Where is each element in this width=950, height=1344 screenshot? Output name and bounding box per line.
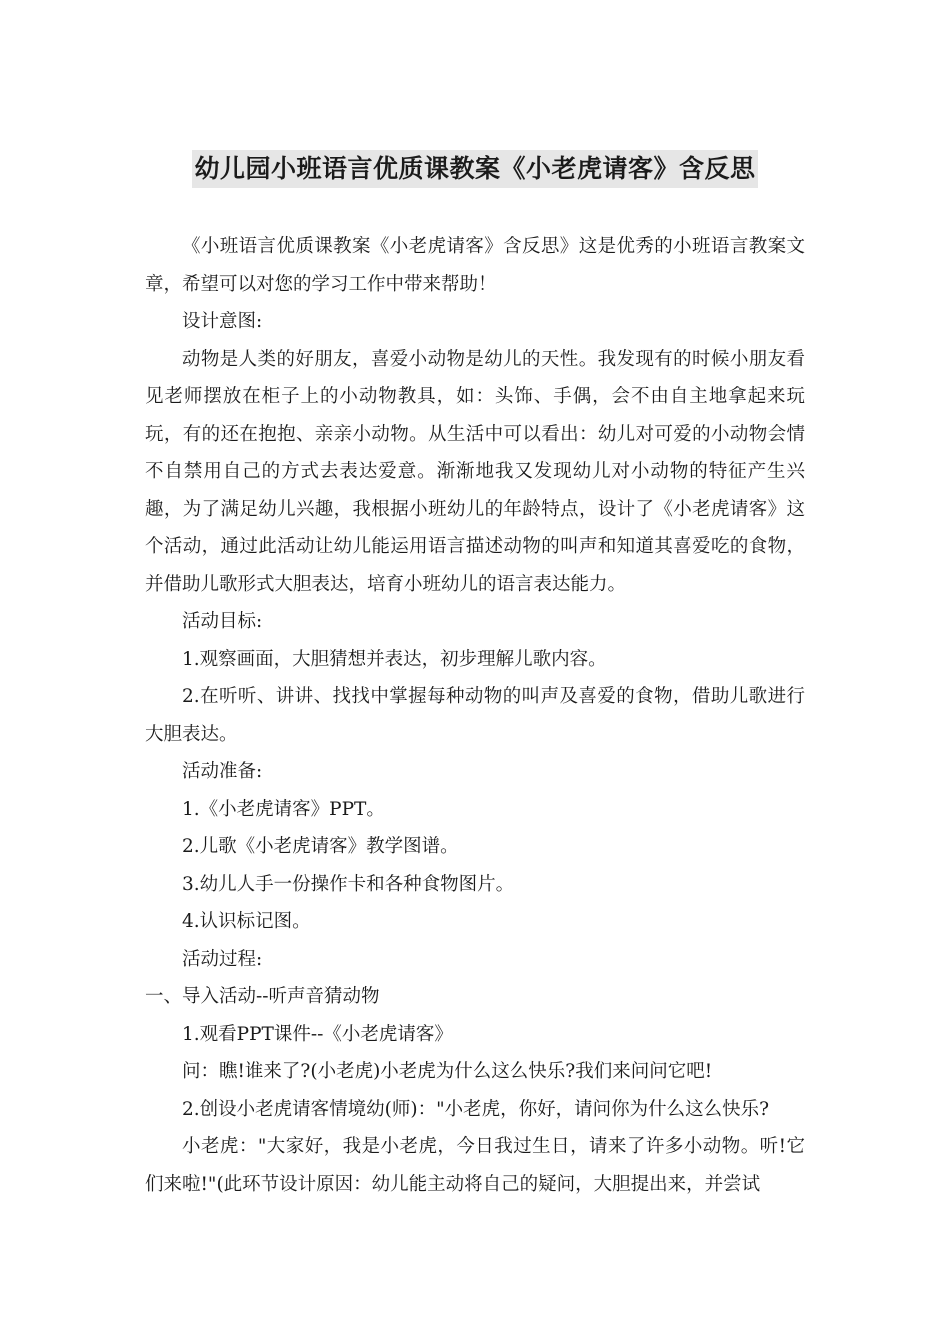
preparation-item-3: 3.幼儿人手一份操作卡和各种食物图片。 [182, 873, 515, 895]
document-body [145, 228, 805, 1203]
tiger-dialogue-paragraph: 小老虎："大家好，我是小老虎，今日我过生日，请来了许多小动物。听!它们来啦!"(此环节设计原因：幼儿能主动将自己的疑问，大胆提出来，并尝试 [145, 1136, 805, 1195]
goal-item-2: 2.在听听、讲讲、找找中掌握每种动物的叫声及喜爱的食物，借助儿歌进行大胆表达。 [145, 686, 805, 745]
process-step-heading-1: 一、导入活动--听声音猜动物 [145, 986, 380, 1007]
preparation-item-2: 2.儿歌《小老虎请客》教学图谱。 [182, 836, 459, 857]
intro-paragraph: 《小班语言优质课教案《小老虎请客》含反思》这是优秀的小班语言教案文章，希望可以对您的学习工作中带来帮助！ [145, 236, 805, 295]
document-title: 幼儿园小班语言优质课教案《小老虎请客》含反思 [192, 150, 757, 188]
goal-item-1: 1.观察画面，大胆猜想并表达，初步理解儿歌内容。 [182, 648, 607, 670]
section-heading-preparation: 活动准备: [182, 761, 263, 782]
section-heading-design-intent: 设计意图: [182, 311, 263, 332]
title-container [0, 150, 950, 188]
section-heading-process: 活动过程: [182, 948, 263, 970]
process-item-2: 2.创设小老虎请客情境幼(师)："小老虎，你好，请问你为什么这么快乐? [182, 1098, 770, 1120]
process-question: 问：瞧!谁来了?(小老虎)小老虎为什么这么快乐?我们来问问它吧! [182, 1061, 713, 1082]
preparation-item-1: 1.《小老虎请客》PPT。 [182, 798, 385, 820]
process-item-1: 1.观看PPT课件--《小老虎请客》 [182, 1023, 453, 1045]
design-intent-paragraph: 动物是人类的好朋友，喜爱小动物是幼儿的天性。我发现有的时候小朋友看见老师摆放在柜子上的小动物教具，如：头饰、手偶，会不由自主地拿起来玩玩，有的还在抱抱、亲亲小动物。从生活中可以看出：幼儿对可爱的小动物会情不自禁用自己的方式去表达爱意。渐渐地我又发现幼儿对小动物的特征产生兴趣，为了满足幼儿兴趣，我根据小班幼儿的年龄特点，设计了《小老虎请客》这个活动，通过此活动让幼儿能运用语言描述动物的叫声和知道其喜爱吃的食物，并借助儿歌形式大胆表达，培育小班幼儿的语言表达能力。 [145, 348, 805, 595]
section-heading-goals: 活动目标: [182, 611, 263, 632]
preparation-item-4: 4.认识标记图。 [182, 911, 311, 932]
